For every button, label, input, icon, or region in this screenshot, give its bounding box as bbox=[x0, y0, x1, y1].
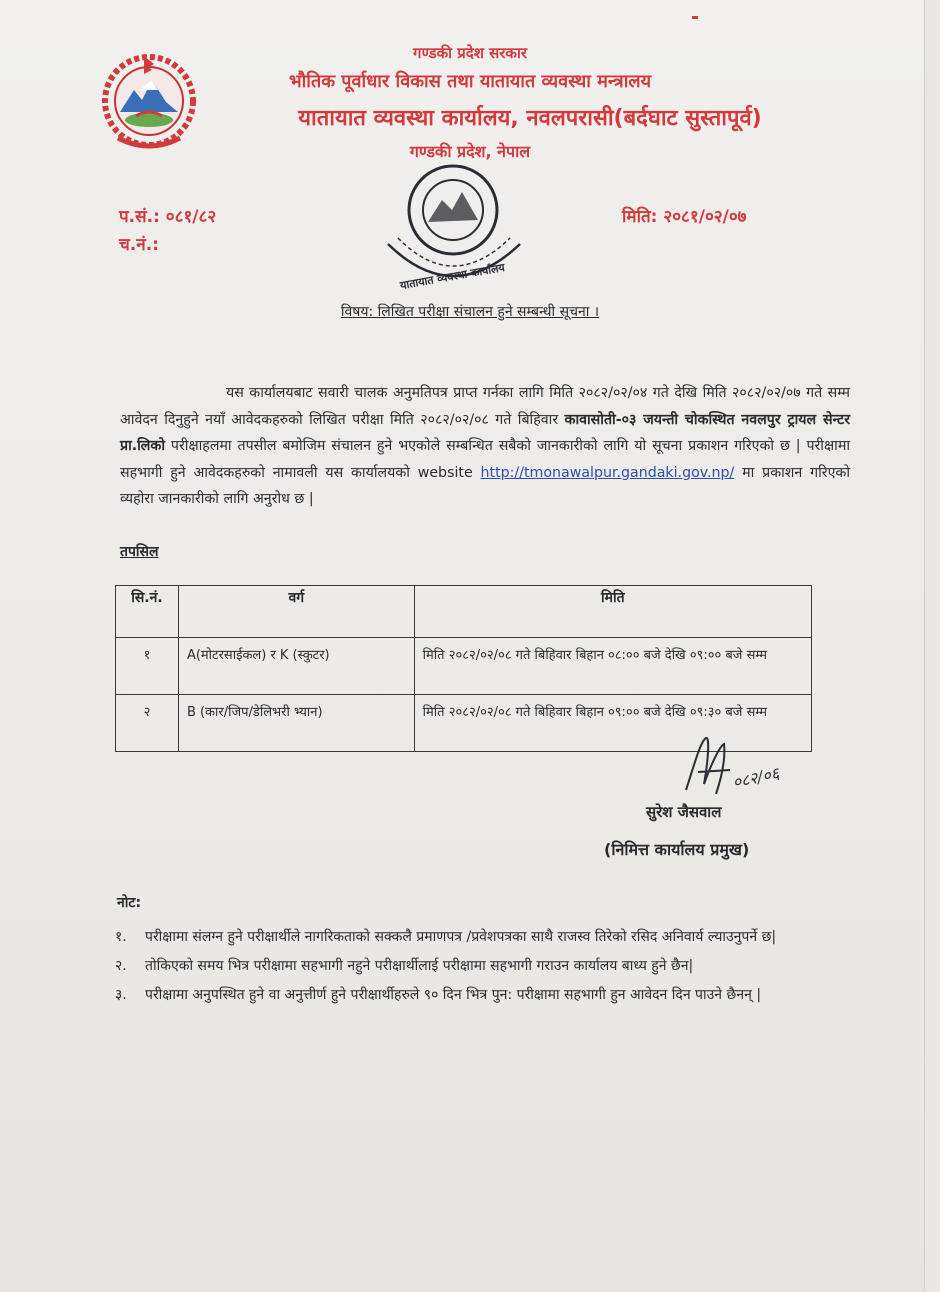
schedule-heading: तपसिल bbox=[120, 544, 159, 560]
signatory-title: (निमित्त कार्यालय प्रमुख) bbox=[604, 840, 750, 859]
dispatch-number: च.नं.: bbox=[119, 235, 159, 255]
header-ministry: भौतिक पूर्वाधार विकास तथा यातायात व्यवस्था मन्त्रालय bbox=[288, 71, 652, 92]
body-text-3: मा प्रकाशन गरिएको व्यहोरा जानकारीको लागि अनुरोध छ | bbox=[120, 464, 850, 507]
header-province-government: गण्डकी प्रदेश सरकार bbox=[413, 44, 527, 62]
issue-date: मिति: २०८१/०२/०७ bbox=[622, 207, 747, 227]
notes-list bbox=[115, 926, 835, 1013]
list-item bbox=[115, 984, 835, 1007]
row-serial: २ bbox=[116, 695, 179, 752]
row-datetime: मिति २०८२/०२/०८ गते बिहिवार बिहान ०८:०० बजे देखि ०९:०० बजे सम्म bbox=[414, 638, 811, 695]
list-item bbox=[115, 955, 835, 978]
website-link[interactable]: http://tmonawalpur.gandaki.gov.np/ bbox=[480, 464, 735, 481]
row-category: B (कार/जिप/डेलिभरी भ्यान) bbox=[178, 695, 414, 752]
stamp-text: यातायात व्यवस्था कार्यालय bbox=[399, 260, 506, 293]
row-category: A(मोटरसाईकल) र K (स्कुटर) bbox=[178, 638, 414, 695]
note-text: परीक्षामा संलग्न हुने परीक्षार्थीले नागरिकताको सक्कलै प्रमाणपत्र /प्रवेशपत्रका साथै राजस्व तिरेको रसिद अनिवार्य ल्याउनुपर्ने छ| bbox=[145, 929, 777, 945]
table-header-row bbox=[116, 586, 812, 638]
notes-title: नोट: bbox=[117, 895, 142, 911]
note-number: ३. bbox=[115, 987, 127, 1003]
signature-date: ०८२/०६ bbox=[730, 763, 781, 792]
signature-icon bbox=[680, 732, 790, 802]
reference-number: प.सं.: ०८१/८२ bbox=[119, 207, 217, 227]
header-category: वर्ग bbox=[178, 586, 414, 638]
header-office: यातायात व्यवस्था कार्यालय, नवलपरासी(बर्दघाट सुस्तापूर्व) bbox=[298, 106, 762, 131]
list-item bbox=[115, 926, 835, 949]
row-datetime: मिति २०८२/०२/०८ गते बिहिवार बिहान ०९:०० बजे देखि ०९:३० बजे सम्म bbox=[414, 695, 811, 752]
note-text: परीक्षामा अनुपस्थित हुने वा अनुत्तीर्ण हुने परीक्षार्थीहरुले ९० दिन भित्र पुन: परीक्षामा सहभागी हुन आवेदन दिन पाउने छैनन् | bbox=[145, 987, 762, 1003]
body-text-1: यस कार्यालयबाट सवारी चालक अनुमतिपत्र प्राप्त गर्नका लागि मिति २०८२/०२/०४ गते देखि मिति २०८२/०२/०७ गते सम्म आवेदन दिनुहुने नयाँ आवेदकहरुको लिखित परीक्षा मिति २०८२/०२/०८ गते बिहिवार bbox=[120, 385, 850, 428]
note-number: २. bbox=[115, 958, 127, 974]
body-venue: कावासोती-०३ जयन्ती चोकस्थित नवलपुर ट्रायल सेन्टर प्रा.लिको bbox=[120, 411, 850, 454]
table-row bbox=[116, 638, 812, 695]
header-address: गण्डकी प्रदेश, नेपाल bbox=[409, 142, 531, 161]
notice-body bbox=[120, 380, 850, 513]
notice-subject: विषय: लिखित परीक्षा संचालन हुने सम्बन्धी सूचना । bbox=[340, 304, 600, 320]
body-text-2: परीक्षाहलमा तपसील बमोजिम संचालन हुने भएकोले सम्बन्धित सबैको जानकारीको लागि यो सूचना प्रकाशन गरिएको छ | परीक्षामा सहभागी हुने आवेदकहरुको नामावली यस कार्यालयको website bbox=[120, 438, 850, 481]
red-mark bbox=[692, 16, 698, 19]
office-stamp-icon bbox=[370, 148, 536, 318]
header-date: मिति bbox=[414, 586, 811, 638]
exam-schedule-table bbox=[115, 585, 812, 752]
note-number: १. bbox=[115, 929, 127, 945]
note-text: तोकिएको समय भित्र परीक्षामा सहभागी नहुने परीक्षार्थीलाई परीक्षामा सहभागी गराउन कार्यालय बाध्य हुने छैन| bbox=[145, 958, 694, 974]
row-serial: १ bbox=[116, 638, 179, 695]
signatory-name: सुरेश जैसवाल bbox=[646, 803, 722, 821]
header-serial: सि.नं. bbox=[116, 586, 179, 638]
